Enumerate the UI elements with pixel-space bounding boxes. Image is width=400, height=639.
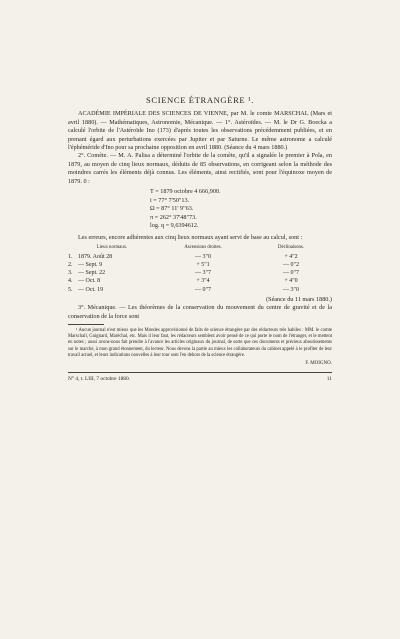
row-number: 3. (68, 270, 73, 277)
element-line: log. q = 9,6394612. (150, 222, 199, 230)
row-date: — Sept. 22 (78, 270, 106, 277)
table-row (68, 261, 332, 269)
table-row (68, 253, 332, 261)
paragraph-mecanique: 3°. Mécanique. — Les théorèmes de la conservation du mouvement du centre de gravité et de la conservation de la force sont (68, 304, 332, 320)
row-ascension: — 3"0 (195, 253, 211, 260)
issue-reference: N° 4, t. LIII, 7 octobre 1880. (68, 375, 131, 382)
row-number: 2. (68, 262, 73, 269)
row-number: 5. (68, 286, 73, 293)
footnote: ¹ Aucun journal n'est mieux que les Mondes approvisionné de faits de science étrangère par des rédacteurs très habiles : MM. le comte Marschall, Guignard, Maréchal, etc. Mais il leur faut, les rédacteurs semblent avoir pensé de ce qui porte le nom de l'étranger, et le mettent en notes ; aussi avons-nous fait prendre à l'avance les articles originaux du journal, de sorte que ces documents et précieux aboutissements sur le marché, à mon grand étonnement, du lecteur. Nous devons la partie au mieux les collaborateurs du cabinet appelé à le profiter de leur travail actuel, et leurs indications nouvelles à leur tour sont l'en dehors de la science étrangère. (68, 328, 332, 358)
row-ascension: — 0"7 (195, 286, 211, 293)
element-line: π = 262° 37'48"73. (150, 213, 197, 221)
row-date: 1879. Août 28 (78, 253, 113, 260)
row-declinaison: + 4"2 (284, 253, 298, 260)
document-page (68, 96, 332, 383)
element-line: T = 1879 octobre 4 666,900. (150, 188, 221, 196)
paragraph-erreurs: Les erreurs, encore adhérentes aux cinq lieux normaux ayant servi de base au calcul, sont : (78, 234, 303, 242)
row-declinaison: — 3"0 (283, 286, 299, 293)
table-row (68, 286, 332, 294)
row-ascension: — 3"7 (195, 270, 211, 277)
header-declinaisons: Déclinaisons. (278, 245, 304, 251)
row-declinaison: — 0"2 (283, 262, 299, 269)
sheet-number: 11 (326, 375, 332, 382)
bottom-divider (68, 372, 332, 373)
row-date: — Oct. 8 (78, 278, 101, 285)
row-ascension: + 5"1 (196, 262, 210, 269)
page-footer (68, 375, 332, 383)
error-table (68, 244, 332, 293)
row-ascension: + 3"4 (196, 278, 210, 285)
table-header-row (68, 244, 332, 252)
session-date: (Séance du 11 mars 1880.) (266, 295, 332, 303)
element-line: Ω = 87° 11' 9"63. (150, 205, 194, 213)
paragraph-academie: ACADÉMIE IMPÉRIALE DES SCIENCES DE VIENNE, par M. le comte MARSCHAL (Mars et avril 1880). — Mathématiques, Astronomie, Mécanique. — 1°. Astéroïdes. — M. le Dr G. Boecka a calculé l'orbite de l'Astéroïde Ino (173) d'après toutes les observations précédemment publiées, et en prenant égard aux perturbations exercées par Jupiter et par Saturne. Le même astronome a calculé l'éphéméride d'Ino pour sa prochaine opposition en avril 1880. (Séance du 4 mars 1880.) (68, 110, 332, 152)
row-number: 4. (68, 278, 73, 285)
header-ascensions: Ascensions droites. (184, 245, 222, 251)
table-row (68, 277, 332, 285)
paragraph-comete: 2°. Comète. — M. A. Palisa a déterminé l'orbite de la comète, qu'il a signalée le premier à Pola, en 1879, au moyen de cinq lieux normaux, déduits de 85 observations, en corrigeant selon la méthode des moindres carrés les éléments déjà connus. Les éléments, ainsi rectifiés, sont pour l'équinoxe moyen de 1879. 0 : (68, 152, 332, 185)
row-declinaison: — 0"7 (283, 270, 299, 277)
element-line: i = 77° 7'50"13. (150, 196, 190, 204)
orbit-elements (68, 188, 332, 231)
section-title: SCIENCE ÉTRANGÈRE ¹. (146, 95, 254, 105)
row-date: — Sept. 9 (78, 262, 103, 269)
row-date: — Oct. 19 (78, 286, 104, 293)
footnote-divider (68, 324, 104, 325)
row-declinaison: + 4"0 (284, 278, 298, 285)
table-row (68, 269, 332, 277)
header-lieux: Lieux normaux. (96, 245, 128, 251)
row-number: 1. (68, 253, 73, 260)
signature: F. MOIGNO. (305, 361, 332, 367)
